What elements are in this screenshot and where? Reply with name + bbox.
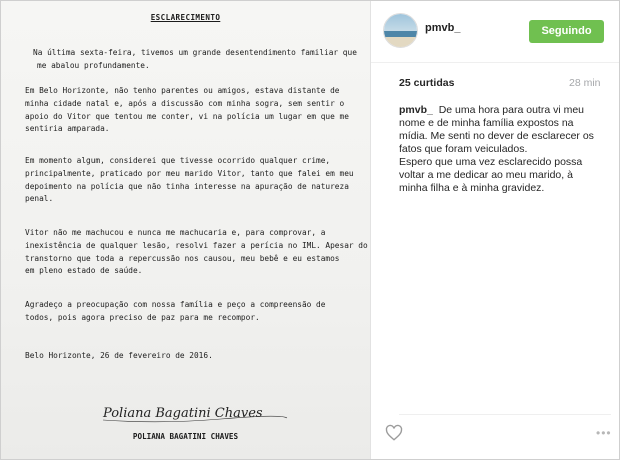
- document-line: todos, pois agora preciso de paz para me recompor.: [25, 312, 260, 322]
- more-options-icon[interactable]: •••: [596, 426, 612, 440]
- document-line: Em Belo Horizonte, não tenho parentes ou amigos, estava distante de: [25, 86, 340, 95]
- document-line: Vitor não me machucou e nunca me machucaria e, para comprovar, a: [25, 228, 326, 237]
- post-header: [371, 1, 619, 63]
- footer-divider: [399, 414, 611, 415]
- caption-line: minha filha e à minha gravidez.: [399, 182, 545, 194]
- likes-count[interactable]: 25 curtidas: [399, 77, 455, 89]
- following-button[interactable]: Seguindo: [529, 20, 604, 43]
- post-username[interactable]: pmvb_: [425, 22, 461, 34]
- caption-line: De uma hora para outra vi meu: [438, 104, 585, 116]
- document-title: ESCLARECIMENTO: [150, 13, 221, 22]
- caption-line: Espero que uma vez esclarecido possa: [399, 156, 583, 168]
- caption-line: mídia. Me senti no dever de esclarecer os: [399, 130, 594, 142]
- document-date-line: Belo Horizonte, 26 de fevereiro de 2016.: [25, 351, 213, 360]
- document-line: apoio do Vitor que tentou me conter, vi na polícia um lugar em que me: [25, 111, 349, 121]
- document-line: principalmente, praticado por meu marido Vitor, tanto que falei em meu: [25, 168, 354, 178]
- post-photo-document[interactable]: [1, 1, 371, 459]
- document-line: transtorno que toda a repercussão nos causou, meu bebê e eu estamos: [25, 253, 340, 263]
- document-line: me abalou profundamente.: [37, 60, 150, 70]
- document-line: em pleno estado de saúde.: [25, 266, 143, 276]
- post-time: 28 min: [569, 77, 601, 89]
- document-date: [25, 350, 343, 363]
- signature-script: Poliana Bagatini Chaves: [103, 406, 263, 421]
- document-line: Agradeço a preocupação com nossa família e peço a compreensão de: [25, 300, 326, 309]
- document-paragraph-1: [25, 47, 357, 73]
- signature-name: POLIANA BAGATINI CHAVES: [132, 432, 239, 441]
- document-paragraph-4: [25, 227, 368, 278]
- caption-line: voltar a me dedicar ao meu marido, à: [399, 169, 573, 181]
- signature-image: [101, 397, 291, 427]
- document-line: penal.: [25, 194, 54, 204]
- document-line: inexistência de qualquer lesão, resolvi fazer a perícia no IML. Apesar do: [25, 240, 368, 250]
- heart-icon[interactable]: [385, 424, 403, 442]
- document-line: Na última sexta-feira, tivemos um grande desentendimento familiar que: [33, 48, 357, 57]
- document-line: minha cidade natal e, após a discussão com minha sogra, sem sentir o: [25, 98, 345, 108]
- document-paragraph-3: [25, 155, 354, 206]
- document-line: sentiria amparada.: [25, 124, 110, 134]
- caption-line: nome e de minha família expostos na: [399, 117, 574, 129]
- document-line: depoimento na polícia que não tinha interesse na apuração de natureza: [25, 181, 349, 191]
- caption-line: fatos que foram veiculados.: [399, 143, 528, 155]
- caption-username[interactable]: pmvb_: [399, 104, 433, 116]
- avatar[interactable]: [383, 13, 418, 48]
- document-paragraph-2: [25, 85, 349, 136]
- post-caption: [399, 104, 614, 195]
- post-details-panel: [371, 1, 619, 459]
- document-paragraph-5: [25, 299, 343, 325]
- document-line: Em momento algum, considerei que tivesse ocorrido qualquer crime,: [25, 156, 331, 165]
